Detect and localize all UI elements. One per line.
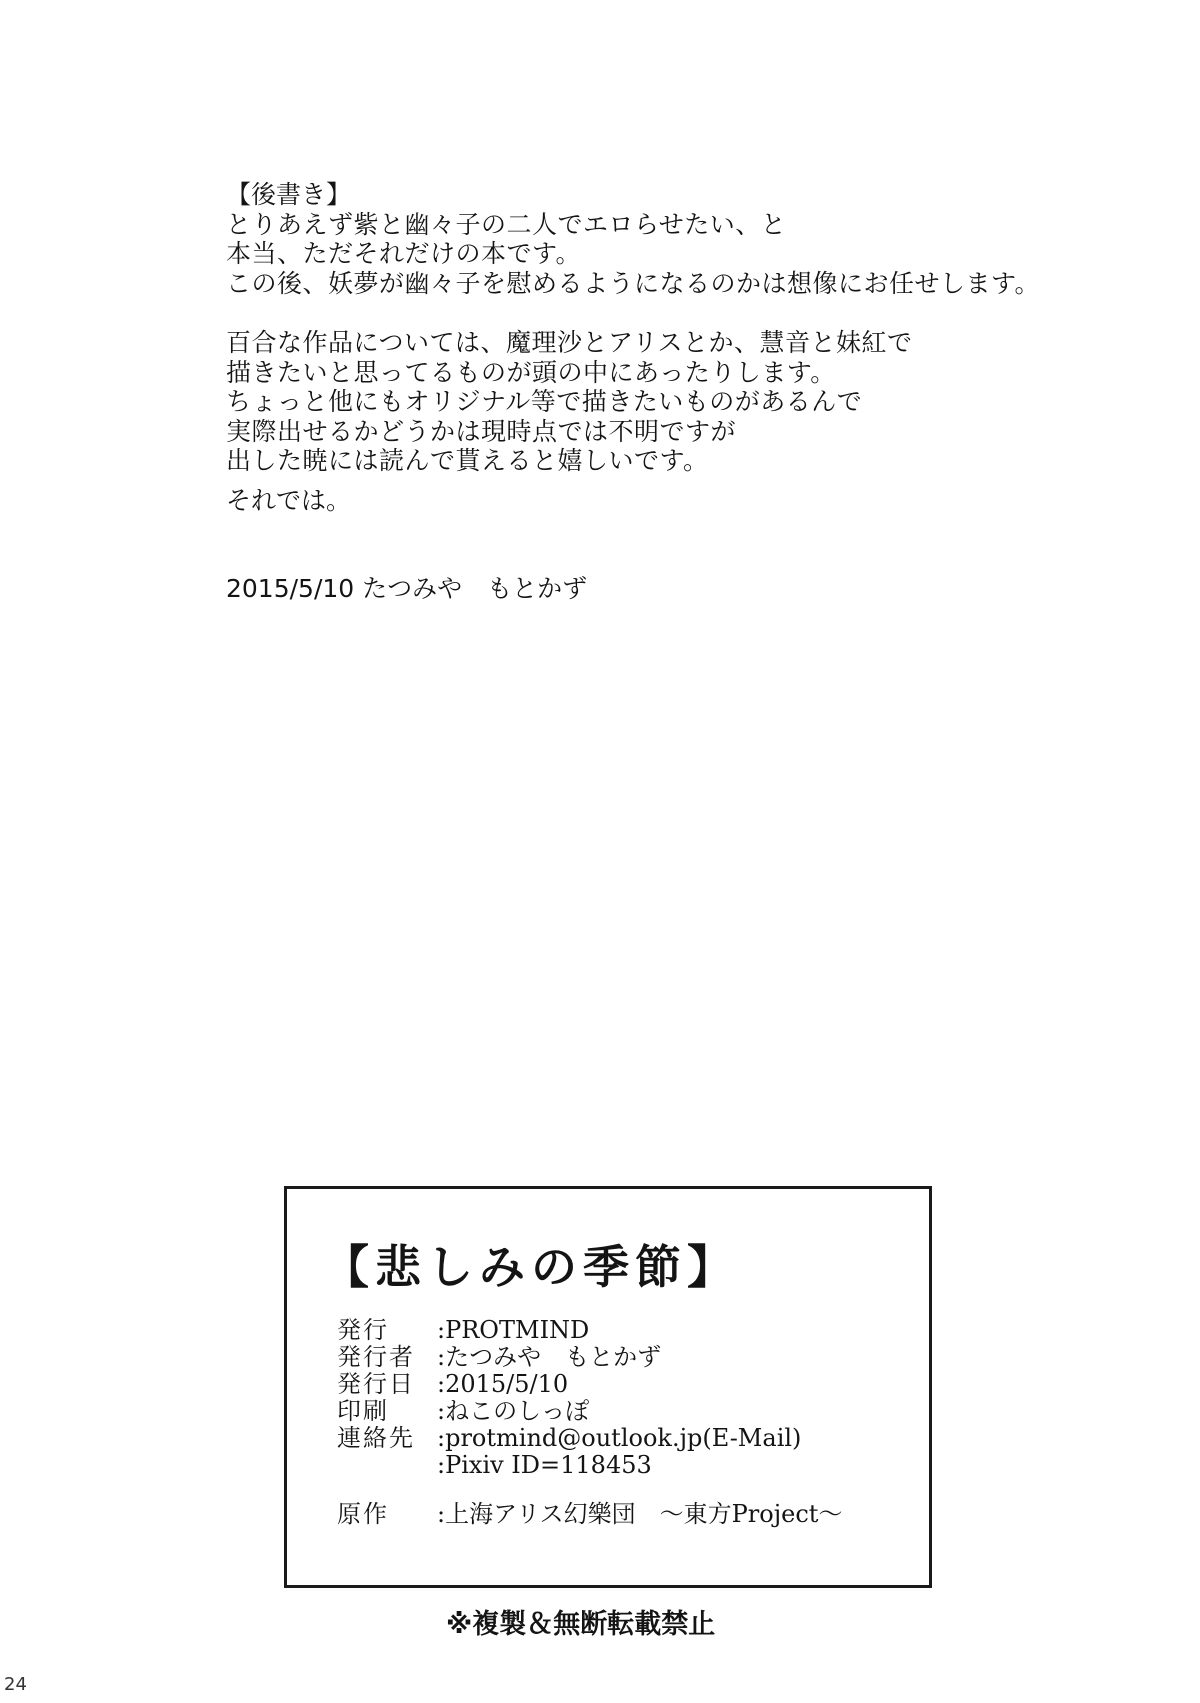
colophon-row-pixiv: [337, 1452, 842, 1479]
afterword-date-signature: 2015/5/10 たつみや もとかず: [226, 574, 588, 603]
colophon-value: :2015/5/10: [437, 1370, 569, 1398]
colophon-value: :ねこのしっぽ: [437, 1397, 590, 1425]
colophon-row-date: [337, 1371, 842, 1398]
colophon-row-printer: [337, 1398, 842, 1425]
afterword-line: 描きたいと思ってるものが頭の中にあったりします。: [226, 357, 836, 387]
colophon-key: 連絡先: [337, 1424, 415, 1452]
colophon-key: 印刷: [337, 1397, 389, 1425]
afterword-line: 本当、ただそれだけの本です。: [226, 239, 582, 268]
colophon-key: 原作: [337, 1500, 389, 1528]
afterword-paragraph-2: [226, 328, 1126, 476]
colophon-value: :Pixiv ID=118453: [437, 1451, 652, 1479]
colophon-value: :protmind@outlook.jp(E-Mail): [437, 1424, 802, 1452]
page-number: 24: [4, 1674, 27, 1695]
colophon-value: :たつみや もとかず: [437, 1343, 662, 1371]
afterword-line: 実際出せるかどうかは現時点では不明ですが: [226, 416, 737, 446]
afterword-line: この後、妖夢が幽々子を慰めるようになるのかは想像にお任せします。: [226, 268, 1041, 298]
afterword-line: 出した暁には読んで貰えると嬉しいです。: [226, 446, 709, 475]
colophon-key: 発行者: [337, 1343, 415, 1371]
afterword: [226, 180, 1126, 506]
colophon-row-author: [337, 1344, 842, 1371]
afterword-paragraph-1: [226, 180, 1126, 298]
afterword-signoff: それでは。: [226, 486, 352, 515]
colophon-row-contact: [337, 1425, 842, 1452]
copyright-notice: ※複製＆無断転載禁止: [446, 1609, 716, 1640]
afterword-line: ちょっと他にもオリジナル等で描きたいものがあるんで: [226, 387, 863, 416]
afterword-heading: 【後書き】: [226, 180, 352, 209]
colophon-key: 発行日: [337, 1370, 415, 1398]
afterword-line: とりあえず紫と幽々子の二人でエロらせたい、と: [226, 209, 787, 239]
colophon-value: :上海アリス幻樂団 ～東方Project～: [437, 1500, 843, 1528]
colophon-title: 【悲しみの季節】: [323, 1240, 739, 1294]
colophon-key: [337, 1452, 437, 1479]
colophon-box: [284, 1186, 932, 1588]
colophon-key: 発行: [337, 1316, 389, 1344]
colophon-rows: [337, 1317, 842, 1528]
colophon-value: :PROTMIND: [437, 1316, 590, 1344]
colophon-row-original-work: [337, 1501, 842, 1528]
afterword-line: 百合な作品については、魔理沙とアリスとか、慧音と妹紅で: [226, 328, 913, 357]
colophon-row-publisher: [337, 1317, 842, 1344]
